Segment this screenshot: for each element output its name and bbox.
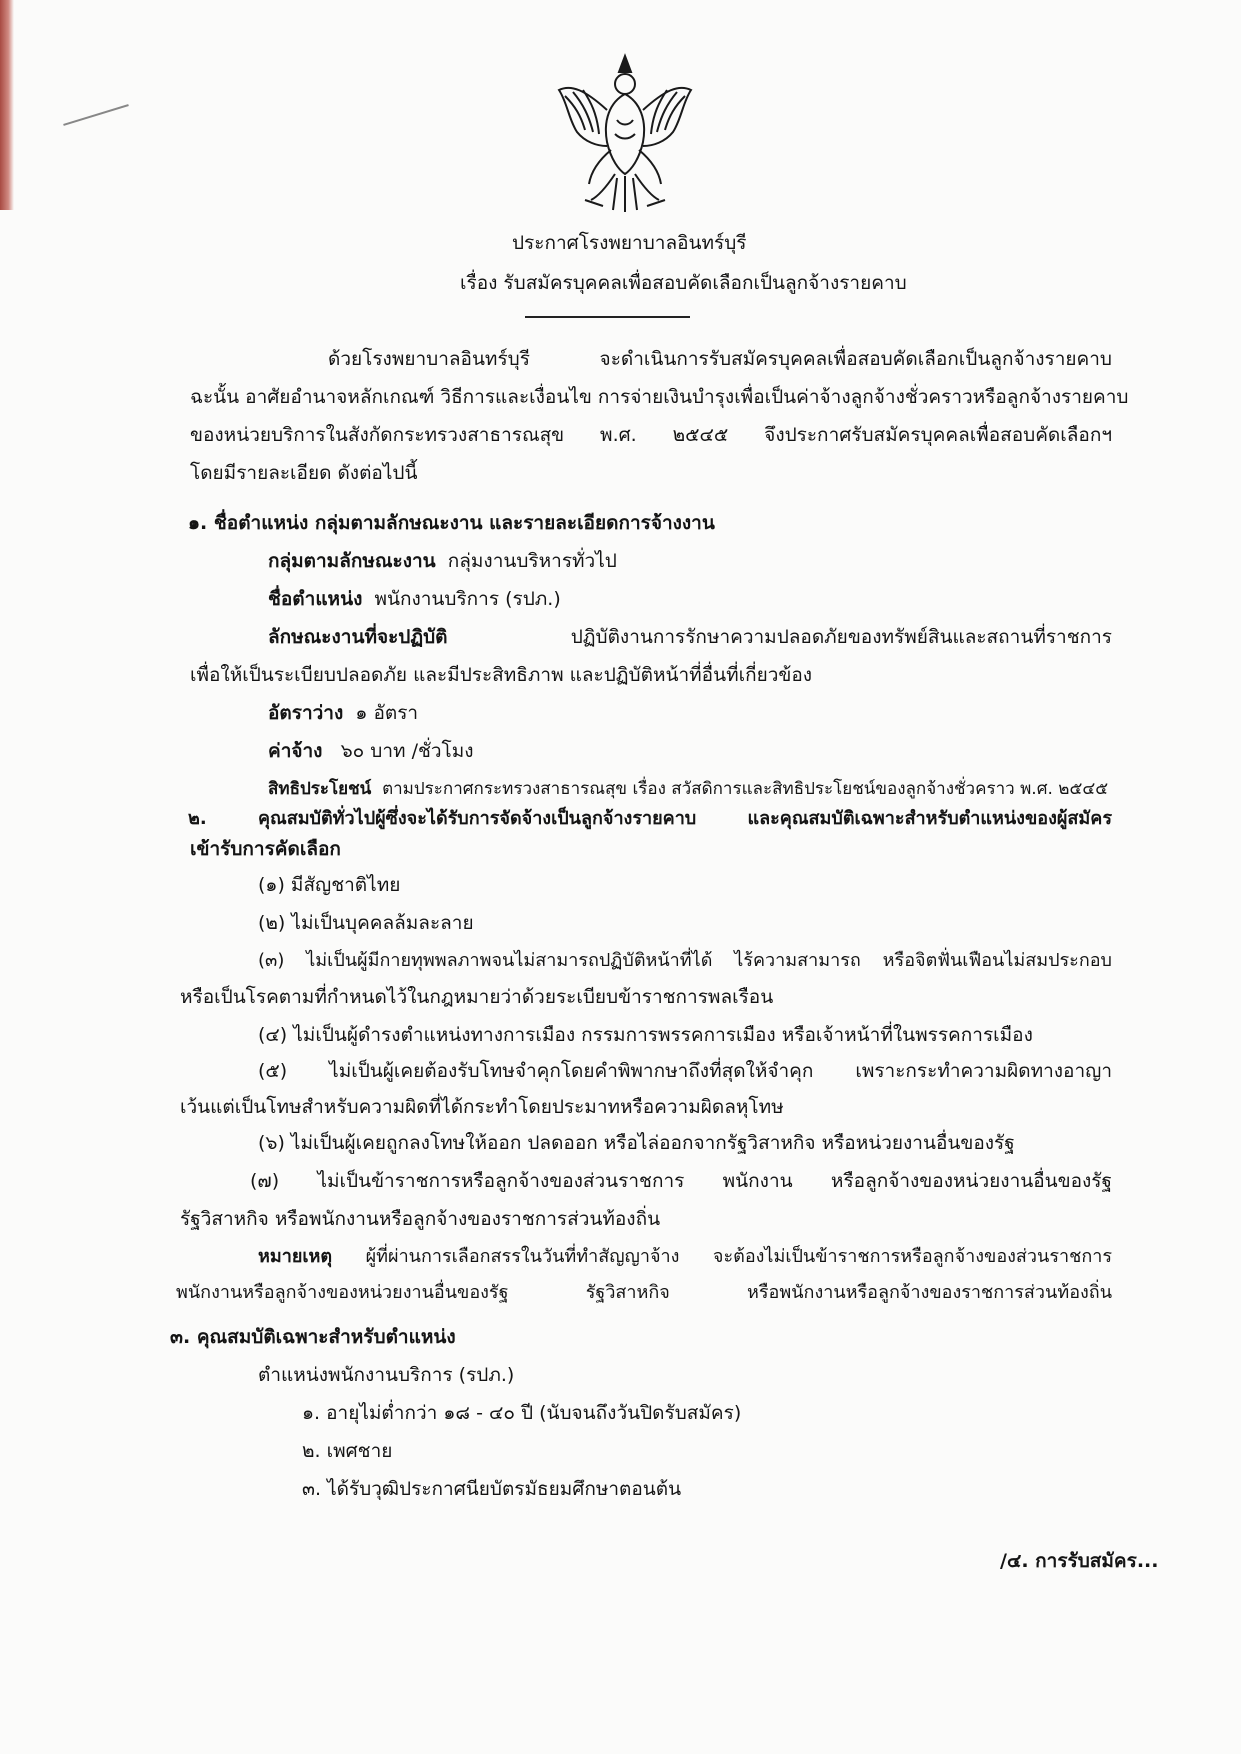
position-label: ชื่อตำแหน่ง <box>268 588 363 610</box>
duty-label: ลักษณะงานที่จะปฏิบัติ <box>268 626 448 648</box>
vacancy-label: อัตราว่าง <box>268 702 344 724</box>
qualification-item-5-line-2: เว้นแต่เป็นโทษสำหรับความผิดที่ได้กระทำโดยประมาทหรือความผิดลหุโทษ <box>180 1096 784 1118</box>
intro-line-2: ฉะนั้น อาศัยอำนาจหลักเกณฑ์ วิธีการและเงื่อนไข การจ่ายเงินบำรุงเพื่อเป็นค่าจ้างลูกจ้างชั่วคราวหรือลูกจ้างรายคาบ <box>190 386 1129 408</box>
announcement-title: ประกาศโรงพยาบาลอินทร์บุรี <box>512 232 747 254</box>
section-1-wage <box>268 738 474 764</box>
qualification-item-3-line-1: (๓) ไม่เป็นผู้มีกายทุพพลภาพจนไม่สามารถปฏิบัติหน้าที่ได้ ไร้ความสามารถ หรือจิตฟั่นเฟือนไม่สมประกอบ <box>258 950 1112 971</box>
section-2-heading-line-2: เข้ารับการคัดเลือก <box>190 838 341 860</box>
duty-value-line-1: ปฏิบัติงานการรักษาความปลอดภัยของทรัพย์สินและสถานที่ราชการ <box>570 626 1112 648</box>
note-text: ผู้ที่ผ่านการเลือกสรรในวันที่ทำสัญญาจ้าง จะต้องไม่เป็นข้าราชการหรือลูกจ้างของส่วนราชการ <box>365 1246 1112 1267</box>
section-2-heading-line-1: ๒. คุณสมบัติทั่วไปผู้ซึ่งจะได้รับการจัดจ้างเป็นลูกจ้างรายคาบ และคุณสมบัติเฉพาะสำหรับตำแหน่งของผู้สมัคร <box>188 808 1112 829</box>
note-label: หมายเหตุ <box>258 1246 333 1267</box>
qualification-item-3-line-2: หรือเป็นโรคตามที่กำหนดไว้ในกฎหมายว่าด้วยระเบียบข้าราชการพลเรือน <box>180 986 774 1008</box>
specific-qualification-1: ๑. อายุไม่ต่ำกว่า ๑๘ - ๔๐ ปี (นับจนถึงวันปิดรับสมัคร) <box>302 1402 742 1424</box>
position-value: พนักงานบริการ (รปภ.) <box>374 588 561 610</box>
wage-value: ๖๐ บาท /ชั่วโมง <box>340 740 474 762</box>
section-1-heading: ๑. ชื่อตำแหน่ง กลุ่มตามลักษณะงาน และรายละเอียดการจ้างงาน <box>188 512 715 534</box>
specific-qualification-2: ๒. เพศชาย <box>302 1440 393 1462</box>
duty-value-line-2: เพื่อให้เป็นระเบียบปลอดภัย และมีประสิทธิภาพ และปฏิบัติหน้าที่อื่นที่เกี่ยวข้อง <box>190 664 813 686</box>
note-line-2: พนักงานหรือลูกจ้างของหน่วยงานอื่นของรัฐ รัฐวิสาหกิจ หรือพนักงานหรือลูกจ้างของราชการส่วนท้องถิ่น <box>176 1282 1112 1303</box>
qualification-item-2: (๒) ไม่เป็นบุคคลล้มละลาย <box>258 912 474 934</box>
announcement-subject: เรื่อง รับสมัครบุคคลเพื่อสอบคัดเลือกเป็นลูกจ้างรายคาบ <box>460 272 907 294</box>
intro-line-3: ของหน่วยบริการในสังกัดกระทรวงสาธารณสุข พ.ศ. ๒๕๔๕ จึงประกาศรับสมัครบุคคลเพื่อสอบคัดเลือกฯ <box>190 424 1112 446</box>
qualification-item-7-line-2: รัฐวิสาหกิจ หรือพนักงานหรือลูกจ้างของราชการส่วนท้องถิ่น <box>180 1208 661 1230</box>
continuation-marker: /๔. การรับสมัคร... <box>1000 1550 1159 1572</box>
pen-mark <box>63 104 129 126</box>
intro-line-4: โดยมีรายละเอียด ดังต่อไปนี้ <box>190 462 418 484</box>
section-3-position: ตำแหน่งพนักงานบริการ (รปภ.) <box>258 1364 515 1386</box>
qualification-item-1: (๑) มีสัญชาติไทย <box>258 874 401 896</box>
intro-line-1: ด้วยโรงพยาบาลอินทร์บุรี จะดำเนินการรับสมัครบุคคลเพื่อสอบคัดเลือกเป็นลูกจ้างรายคาบ <box>328 348 1112 370</box>
section-3-heading: ๓. คุณสมบัติเฉพาะสำหรับตำแหน่ง <box>170 1326 456 1348</box>
wage-label: ค่าจ้าง <box>268 740 323 762</box>
vacancy-value: ๑ อัตรา <box>355 702 419 724</box>
section-1-duty <box>268 624 1112 650</box>
group-value: กลุ่มงานบริหารทั่วไป <box>447 550 617 572</box>
qualification-item-6: (๖) ไม่เป็นผู้เคยถูกลงโทษให้ออก ปลดออก หรือไล่ออกจากรัฐวิสาหกิจ หรือหน่วยงานอื่นของรัฐ <box>258 1132 1015 1154</box>
specific-qualification-3: ๓. ได้รับวุฒิประกาศนียบัตรมัธยมศึกษาตอนต้น <box>302 1478 682 1500</box>
qualification-item-7-line-1: (๗) ไม่เป็นข้าราชการหรือลูกจ้างของส่วนราชการ พนักงาน หรือลูกจ้างของหน่วยงานอื่นของรัฐ <box>250 1170 1112 1192</box>
section-1-group <box>268 548 617 574</box>
qualification-item-5-line-1: (๕) ไม่เป็นผู้เคยต้องรับโทษจำคุกโดยคำพิพากษาถึงที่สุดให้จำคุก เพราะกระทำความผิดทางอาญา <box>258 1060 1112 1082</box>
page-edge-shadow <box>0 0 14 210</box>
title-divider <box>525 316 690 318</box>
section-1-vacancy <box>268 700 418 726</box>
note-line-1 <box>258 1244 1112 1270</box>
section-1-benefit <box>268 776 1108 802</box>
garuda-emblem-icon <box>555 50 695 218</box>
section-1-position <box>268 586 561 612</box>
qualification-item-4: (๔) ไม่เป็นผู้ดำรงตำแหน่งทางการเมือง กรรมการพรรคการเมือง หรือเจ้าหน้าที่ในพรรคการเมือง <box>258 1024 1033 1046</box>
benefit-label: สิทธิประโยชน์ <box>268 779 372 799</box>
group-label: กลุ่มตามลักษณะงาน <box>268 550 436 572</box>
benefit-value: ตามประกาศกระทรวงสาธารณสุข เรื่อง สวัสดิการและสิทธิประโยชน์ของลูกจ้างชั่วคราว พ.ศ. ๒๕๔๕ <box>382 779 1109 799</box>
